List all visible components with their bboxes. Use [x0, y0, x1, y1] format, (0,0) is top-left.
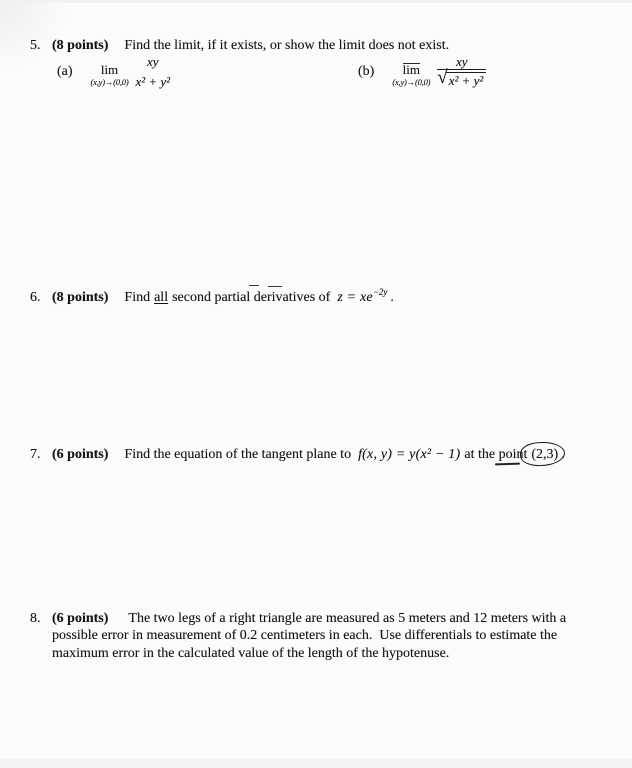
lim-subscript: (x,y)→(0,0) [392, 77, 431, 88]
lim-subscript: (x,y)→(0,0) [90, 77, 129, 87]
problem-8 [30, 610, 566, 662]
radicand: x² + y² [446, 72, 487, 88]
problem-6-prompt-rest: second partial derivatives of [172, 289, 331, 305]
problem-7-prompt-mid: at the point [464, 447, 528, 462]
problem-7-prompt-start: Find the equation of the tangent plane to [124, 447, 352, 462]
equation-z: z = xe [337, 289, 373, 305]
equation-exponent: −2y [372, 287, 388, 297]
part-a-limit-operator [91, 64, 129, 87]
problem-6-points: (8 points) [52, 289, 109, 305]
part-b-label: (b) [358, 63, 375, 79]
problem-5-number: 5. [30, 38, 41, 53]
function-definition: f(x, y) = y(x² − 1) [358, 447, 461, 462]
part-a-fraction [135, 55, 170, 89]
problem-5-prompt: Find the limit, if it exists, or show the limit does not exist. [124, 38, 450, 53]
fraction-denominator-radical [437, 67, 486, 89]
problem-8-text-line-3: maximum error in the calculated value of the length of the hypotenuse. [52, 645, 450, 661]
problem-8-text-line-1: The two legs of a right triangle are measured as 5 meters and 12 meters with a [128, 611, 567, 626]
problem-7-number: 7. [30, 447, 41, 462]
part-b-fraction [437, 55, 486, 88]
problem-6-prompt-start: Find [124, 289, 151, 305]
scan-edge-bottom [0, 759, 632, 768]
problem-7 [30, 446, 565, 463]
fraction-denominator: x² + y² [135, 74, 171, 89]
sentence-period: . [390, 289, 394, 305]
scan-artifact-mark [268, 286, 282, 287]
problem-8-line-1 [30, 610, 566, 627]
problem-6 [30, 284, 394, 306]
fraction-numerator: xy [456, 54, 468, 69]
hand-drawn-underline [495, 462, 520, 464]
lim-word: lim [100, 62, 119, 77]
problem-5-part-b [358, 55, 486, 88]
point-value: (2,3) [531, 447, 559, 462]
lim-word: lim [402, 62, 420, 78]
scan-edge-top [0, 0, 632, 3]
problem-5-part-a [57, 55, 170, 89]
problem-7-points: (6 points) [52, 447, 109, 462]
radical-sign: √ [437, 67, 448, 89]
circled-point-value [531, 446, 558, 463]
problem-5 [30, 37, 449, 54]
problem-8-text-line-2: possible error in measurement of 0.2 centimeters in each. Use differentials to estimate the [52, 628, 558, 644]
problem-8-points: (6 points) [52, 611, 109, 626]
scan-artifact-mark [249, 285, 259, 286]
part-a-label: (a) [57, 64, 73, 79]
fraction-numerator: xy [147, 54, 159, 69]
sentence-period: . [561, 447, 565, 462]
problem-5-points: (8 points) [52, 38, 109, 53]
problem-6-number: 6. [30, 289, 41, 305]
problem-8-number: 8. [30, 611, 41, 626]
underlined-all: all [154, 289, 169, 305]
part-b-limit-operator [392, 63, 430, 87]
